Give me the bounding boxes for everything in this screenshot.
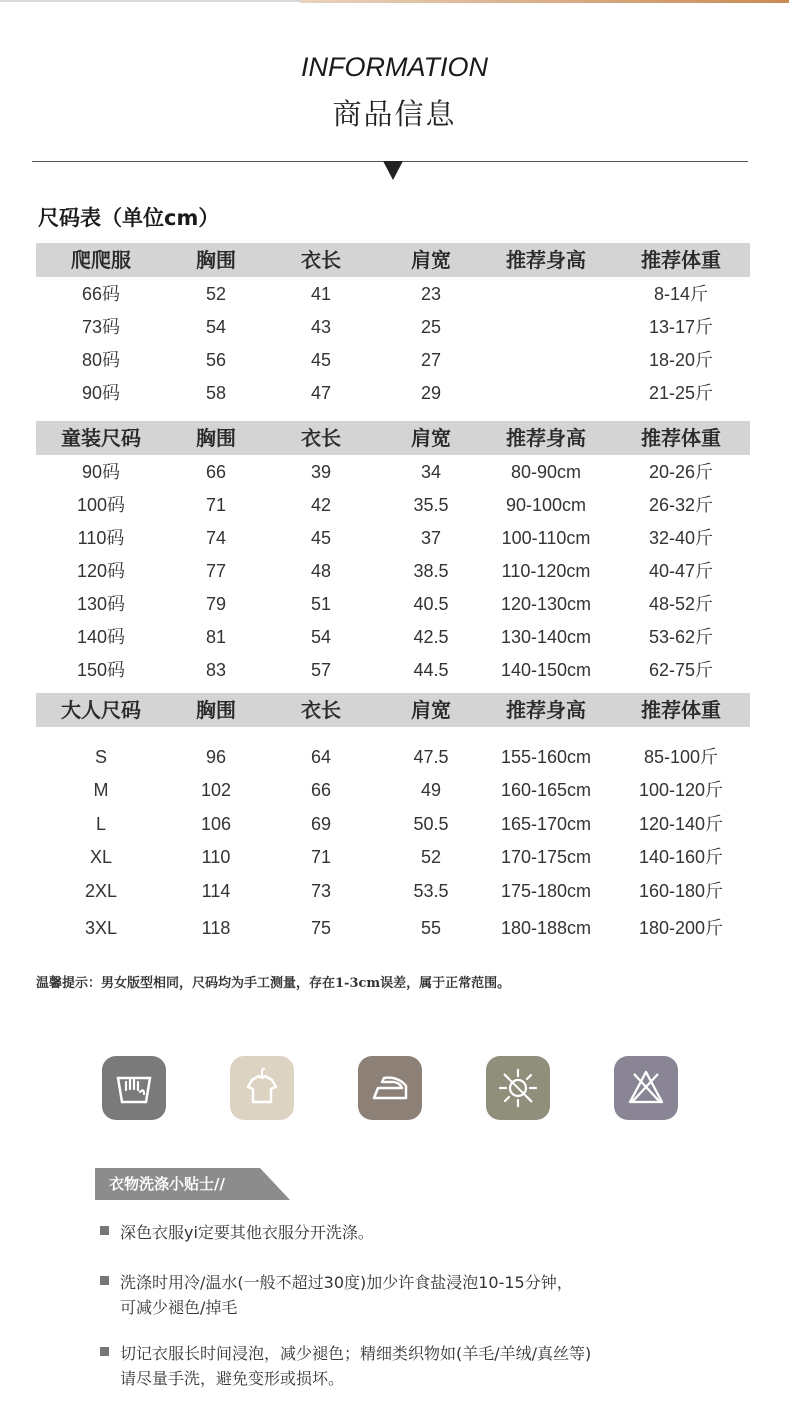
table-cell: 39 (310, 462, 332, 482)
table-cell: S (94, 747, 107, 767)
table-cell: 42 (310, 495, 332, 515)
table-cell: 64 (310, 747, 332, 767)
table-row (36, 876, 750, 906)
table-cell: 23 (420, 284, 442, 304)
table-cell: 81 (205, 627, 227, 647)
table-row (36, 809, 750, 839)
table-row (36, 279, 750, 309)
table-cell: 3XL (84, 918, 118, 938)
table-row (36, 775, 750, 805)
table-row (36, 655, 750, 685)
table-cell: 49 (420, 780, 442, 800)
header-cell: 推荐体重 (641, 426, 721, 450)
table-cell: 110码 (77, 528, 125, 548)
table-cell: 34 (420, 462, 442, 482)
table-cell: 180-200斤 (638, 918, 724, 938)
table-cell: 20-26斤 (648, 462, 714, 482)
table-cell: 160-165cm (500, 780, 592, 800)
table-cell: 170-175cm (500, 847, 592, 867)
header-cell: 衣长 (301, 248, 341, 272)
table-cell: 54 (205, 317, 227, 337)
header-cell: 胸围 (196, 248, 236, 272)
table-row (36, 490, 750, 520)
table-row (36, 457, 750, 487)
top-strip-accent (300, 0, 789, 3)
tip-text: 可减少褪色/掉毛 (120, 1298, 238, 1317)
table-cell: 110-120cm (501, 561, 591, 581)
table-cell: 80码 (81, 350, 121, 370)
table-cell: 48 (310, 561, 332, 581)
page-title-cn: 商品信息 (332, 97, 457, 131)
size-table-title: 尺码表（单位cm） (38, 206, 220, 230)
table-cell: 29 (420, 383, 442, 403)
table-cell: 8-14斤 (653, 284, 709, 304)
table-cell: 48-52斤 (648, 594, 714, 614)
down-arrow-icon (383, 161, 403, 180)
table-cell: 90-100cm (505, 495, 587, 515)
table-cell: 38.5 (413, 561, 449, 581)
tip-text: 切记衣服长时间浸泡，减少褪色；精细类织物如(羊毛/羊绒/真丝等) (120, 1344, 592, 1363)
table-cell: 120-130cm (500, 594, 592, 614)
table-cell: 42.5 (413, 627, 449, 647)
top-decoration-strip (0, 0, 789, 4)
table-cell: L (95, 814, 106, 834)
table-cell: 150码 (76, 660, 126, 680)
header-cell: 推荐身高 (506, 426, 586, 450)
table-cell: 66码 (81, 284, 121, 304)
table-cell: 66 (310, 780, 332, 800)
table-cell: 52 (420, 847, 442, 867)
table-cell: 120码 (76, 561, 126, 581)
low-iron-icon (358, 1056, 422, 1120)
table-cell: 75 (310, 918, 332, 938)
header-cell: 胸围 (196, 698, 236, 722)
table-cell: 40.5 (413, 594, 449, 614)
table-cell: 50.5 (413, 814, 449, 834)
table-cell: 155-160cm (500, 747, 592, 767)
tip-text: 洗涤时用冷/温水(一般不超过30度)加少许食盐浸泡10-15分钟， (120, 1273, 573, 1292)
table-cell: 165-170cm (500, 814, 592, 834)
table-cell: 180-188cm (500, 918, 592, 938)
table-cell: 74 (205, 528, 227, 548)
header-cell: 推荐身高 (506, 248, 586, 272)
table-cell: 2XL (84, 881, 118, 901)
table-cell: 55 (420, 918, 442, 938)
table-cell: 21-25斤 (648, 383, 714, 403)
table-row (36, 523, 750, 553)
table-cell: 140码 (76, 627, 126, 647)
table-cell: 102 (200, 780, 232, 800)
table-cell: 100-120斤 (638, 780, 724, 800)
table-cell: 27 (420, 350, 442, 370)
section-header-adult (36, 693, 750, 727)
table-cell: 79 (205, 594, 227, 614)
table-cell: 51 (310, 594, 332, 614)
table-cell: 37 (420, 528, 442, 548)
table-cell: 26-32斤 (648, 495, 714, 515)
table-cell: 25 (420, 317, 442, 337)
table-cell: 40-47斤 (648, 561, 714, 581)
table-cell: 69 (310, 814, 332, 834)
top-strip-gray (0, 0, 300, 2)
table-cell: 52 (205, 284, 227, 304)
table-cell: 41 (310, 284, 332, 304)
table-cell: 140-150cm (500, 660, 592, 680)
header-cell: 推荐体重 (641, 698, 721, 722)
header-cell: 童装尺码 (61, 426, 141, 450)
bullet-square-icon (100, 1276, 109, 1285)
table-cell: 44.5 (413, 660, 449, 680)
table-row (36, 312, 750, 342)
table-cell: 13-17斤 (648, 317, 714, 337)
washing-tips-banner (95, 1168, 290, 1200)
table-cell: XL (89, 847, 113, 867)
washing-tips-title: 衣物洗涤小贴士// (109, 1175, 225, 1193)
table-cell: 73 (310, 881, 332, 901)
table-row (36, 913, 750, 943)
table-cell: M (93, 780, 109, 800)
table-cell (486, 345, 606, 375)
table-cell: 80-90cm (510, 462, 582, 482)
table-cell: 53.5 (413, 881, 449, 901)
measurement-note: 温馨提示：男女版型相同，尺码均为手工测量，存在1-3cm误差，属于正常范围。 (36, 976, 511, 991)
table-cell: 100码 (76, 495, 126, 515)
table-cell: 32-40斤 (648, 528, 714, 548)
table-cell: 45 (310, 350, 332, 370)
header-cell: 胸围 (196, 426, 236, 450)
header-cell: 大人尺码 (61, 698, 141, 722)
table-cell: 160-180斤 (638, 881, 724, 901)
table-cell: 114 (201, 881, 231, 901)
table-cell: 58 (205, 383, 227, 403)
no-sun-icon (486, 1056, 550, 1120)
table-cell: 130码 (76, 594, 126, 614)
table-row (36, 742, 750, 772)
header-cell: 肩宽 (411, 248, 451, 272)
table-row (36, 589, 750, 619)
table-cell: 43 (310, 317, 332, 337)
table-cell: 57 (310, 660, 332, 680)
table-cell (486, 312, 606, 342)
table-cell: 175-180cm (500, 881, 592, 901)
tip-text: 深色衣服yi定要其他衣服分开洗涤。 (120, 1223, 374, 1242)
header-cell: 肩宽 (411, 698, 451, 722)
table-cell (486, 378, 606, 408)
table-cell: 73码 (81, 317, 121, 337)
table-cell: 71 (205, 495, 227, 515)
table-row (36, 622, 750, 652)
table-row (36, 345, 750, 375)
table-cell: 90码 (81, 462, 121, 482)
header-cell: 肩宽 (411, 426, 451, 450)
hand-wash-icon (102, 1056, 166, 1120)
section-header-kids (36, 421, 750, 455)
bullet-square-icon (100, 1226, 109, 1235)
table-cell: 47.5 (413, 747, 449, 767)
table-cell: 140-160斤 (638, 847, 724, 867)
table-cell: 35.5 (413, 495, 449, 515)
tip-text: 请尽量手洗，避免变形或损坏。 (120, 1369, 345, 1388)
table-cell: 66 (205, 462, 227, 482)
page-title-en: INFORMATION (301, 52, 488, 82)
table-cell: 45 (310, 528, 332, 548)
no-bleach-icon (614, 1056, 678, 1120)
table-cell: 83 (205, 660, 227, 680)
table-cell: 110 (201, 847, 231, 867)
table-cell: 130-140cm (500, 627, 592, 647)
header-cell: 推荐身高 (506, 698, 586, 722)
table-cell: 118 (201, 918, 231, 938)
bullet-square-icon (100, 1347, 109, 1356)
table-cell: 18-20斤 (648, 350, 714, 370)
table-cell: 53-62斤 (648, 627, 714, 647)
header-cell: 衣长 (301, 426, 341, 450)
table-row (36, 378, 750, 408)
table-row (36, 556, 750, 586)
table-cell (486, 279, 606, 309)
table-cell: 90码 (81, 383, 121, 403)
table-cell: 56 (205, 350, 227, 370)
section-header-romper (36, 243, 750, 277)
table-cell: 120-140斤 (638, 814, 724, 834)
table-cell: 71 (310, 847, 332, 867)
table-cell: 62-75斤 (648, 660, 714, 680)
table-cell: 96 (205, 747, 227, 767)
header-cell: 爬爬服 (71, 248, 131, 272)
table-cell: 47 (310, 383, 332, 403)
hang-dry-icon (230, 1056, 294, 1120)
table-cell: 100-110cm (501, 528, 591, 548)
table-cell: 85-100斤 (643, 747, 719, 767)
table-row (36, 842, 750, 872)
table-cell: 106 (200, 814, 232, 834)
table-cell: 77 (205, 561, 227, 581)
header-cell: 衣长 (301, 698, 341, 722)
table-cell: 54 (310, 627, 332, 647)
header-cell: 推荐体重 (641, 248, 721, 272)
